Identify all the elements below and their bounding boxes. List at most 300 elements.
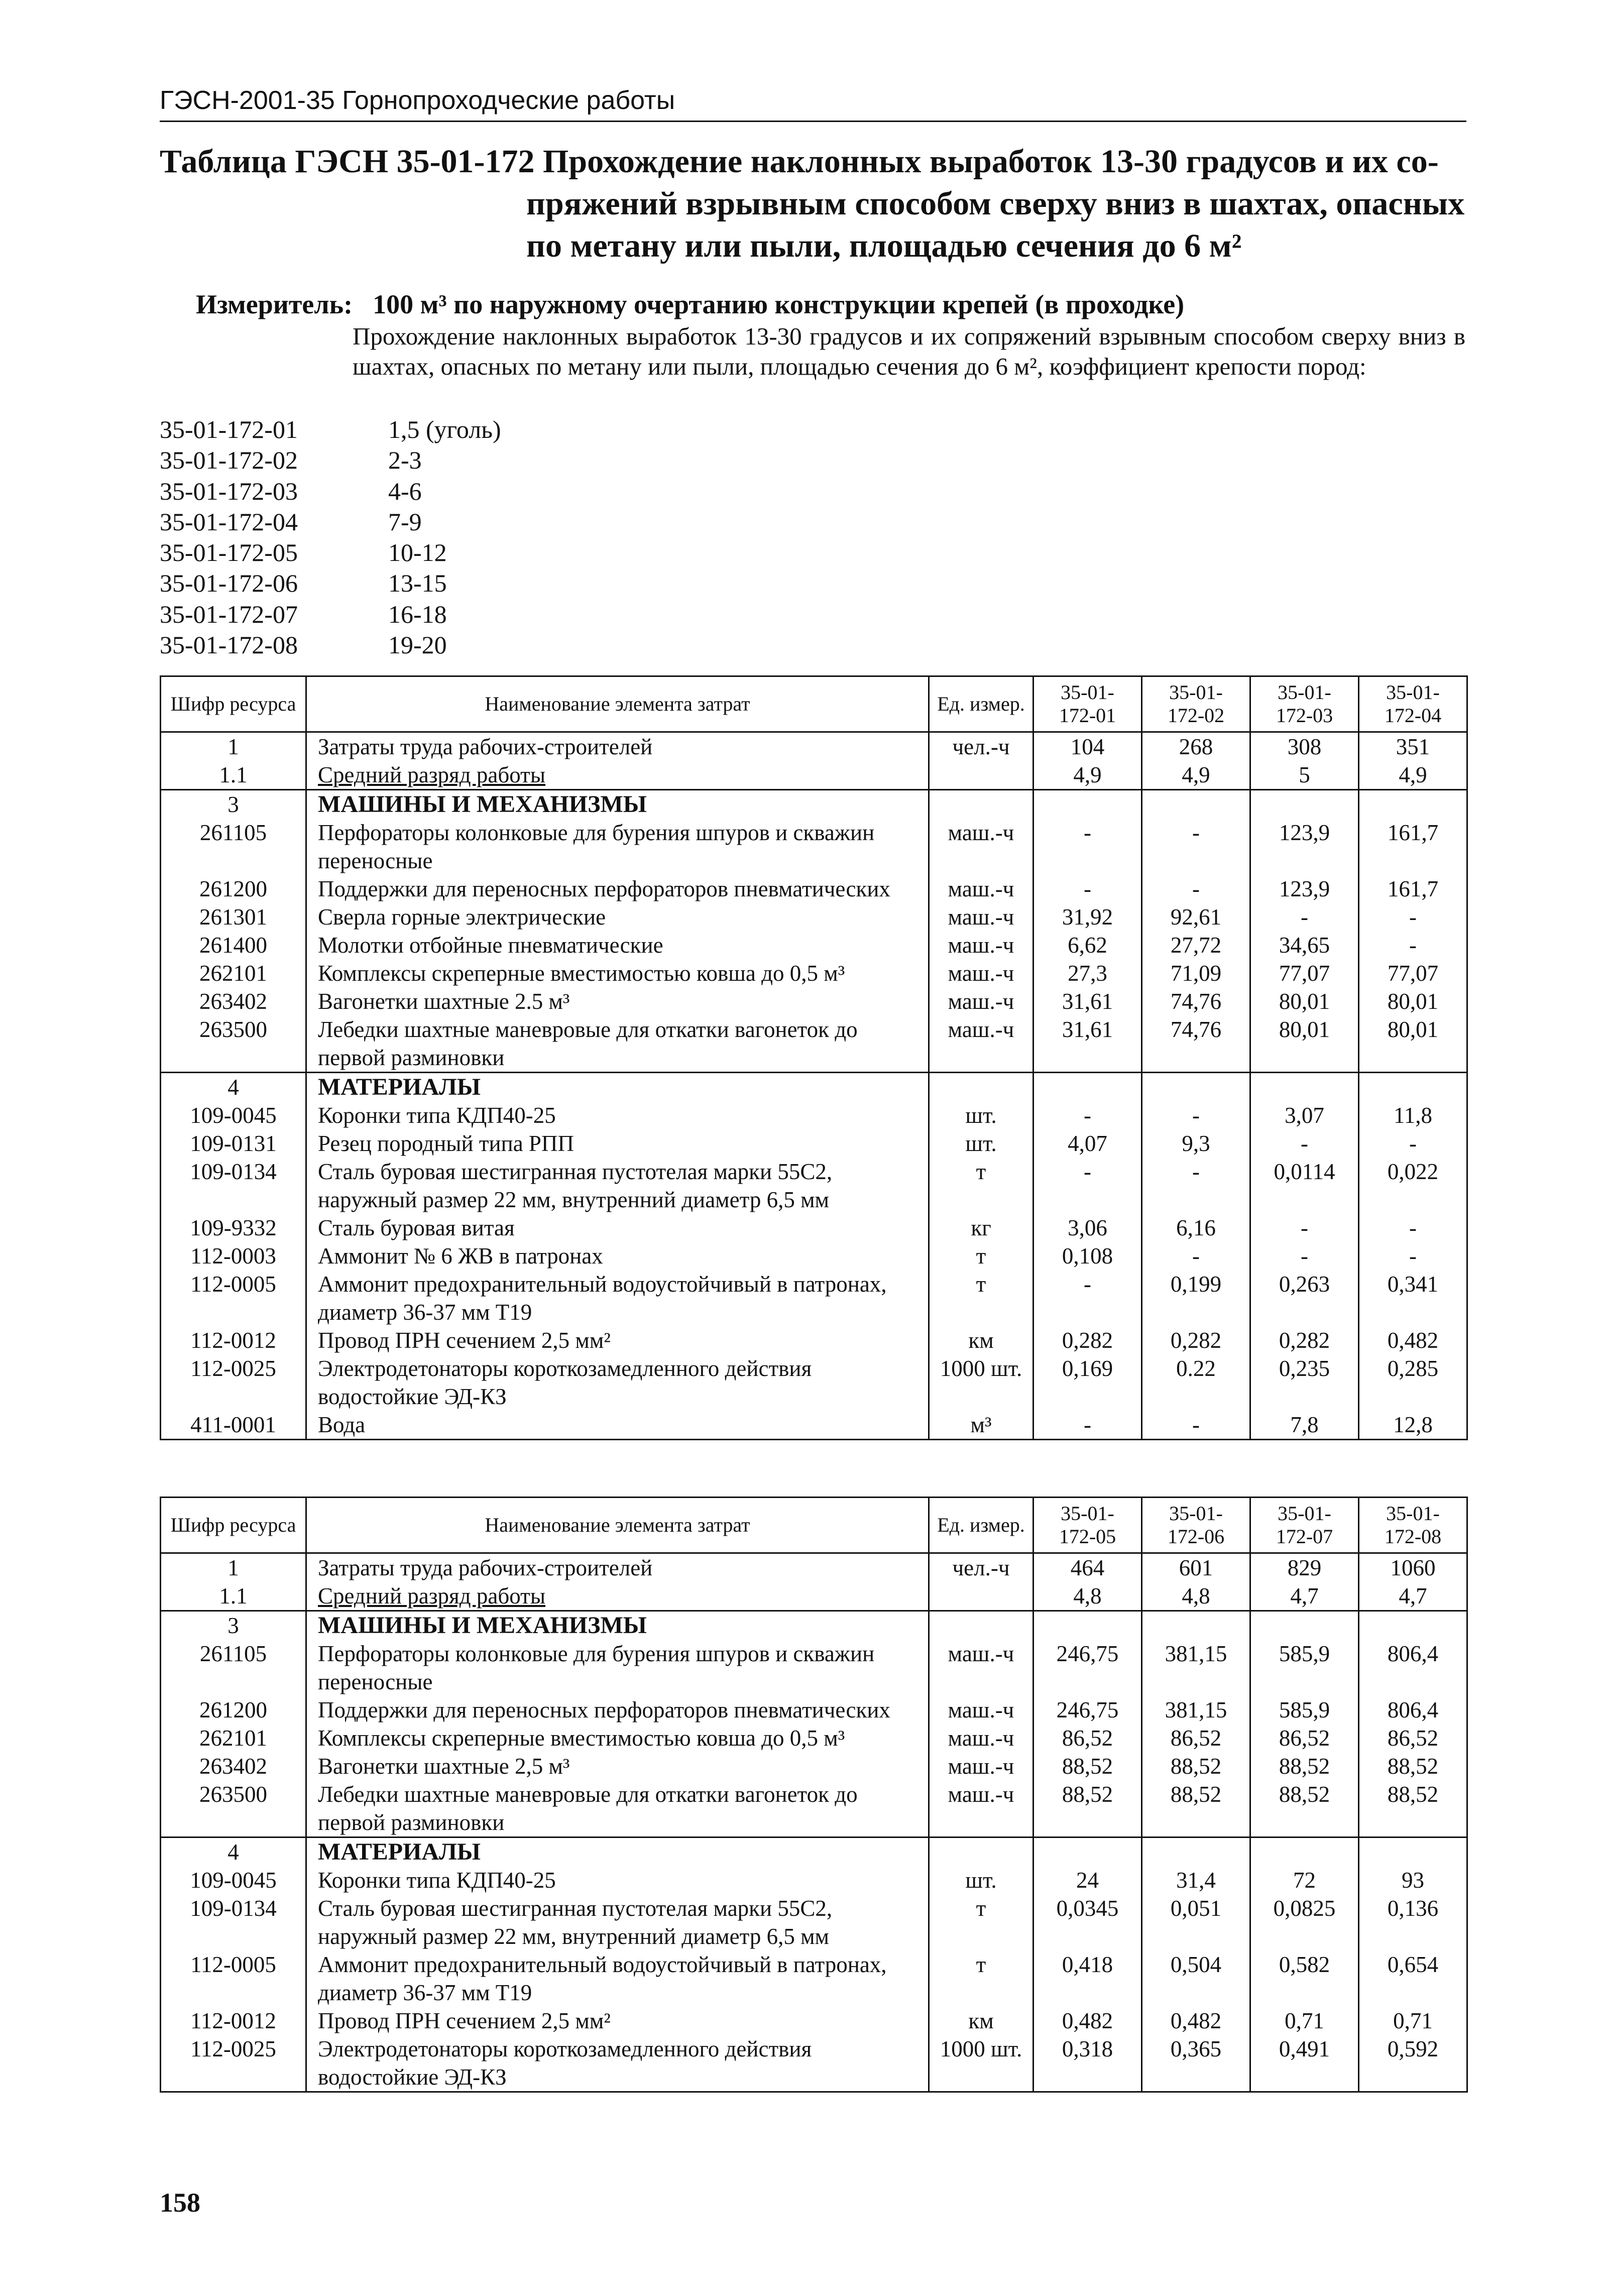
resource-code: 1 bbox=[161, 1553, 306, 1582]
resource-code: 261200 bbox=[161, 1696, 306, 1724]
resource-value: 0,482 bbox=[1359, 1326, 1467, 1354]
resource-value: 3,06 bbox=[1033, 1214, 1142, 1242]
resource-value: 86,52 bbox=[1142, 1724, 1250, 1752]
resource-unit: т bbox=[929, 1158, 1033, 1214]
resource-value: 829 bbox=[1250, 1553, 1359, 1582]
resource-value bbox=[1142, 1073, 1250, 1102]
resource-value: 88,52 bbox=[1250, 1752, 1359, 1780]
resource-name: Электродетонаторы короткозамедленного действия водостойкие ЭД-КЗ bbox=[306, 1354, 929, 1411]
resource-value: 77,07 bbox=[1250, 959, 1359, 987]
resource-value: 381,15 bbox=[1142, 1640, 1250, 1696]
resource-value: 74,76 bbox=[1142, 987, 1250, 1015]
code-list-value: 19-20 bbox=[388, 631, 447, 659]
resource-code: 1.1 bbox=[161, 761, 306, 790]
resource-value: 80,01 bbox=[1250, 987, 1359, 1015]
resource-name: Поддержки для переносных перфораторов пневматических bbox=[306, 875, 929, 903]
resource-value: 77,07 bbox=[1359, 959, 1467, 987]
table-row bbox=[161, 1326, 1467, 1354]
resource-value: 72 bbox=[1250, 1866, 1359, 1894]
resource-value: 0,235 bbox=[1250, 1354, 1359, 1411]
resource-code: 411-0001 bbox=[161, 1411, 306, 1440]
code-list-code: 35-01-172-01 bbox=[160, 415, 298, 443]
resource-value: 88,52 bbox=[1033, 1780, 1142, 1838]
resource-value: 74,76 bbox=[1142, 1015, 1250, 1073]
table-row bbox=[161, 732, 1467, 761]
measurement-label: Измеритель: bbox=[196, 289, 353, 319]
table-row bbox=[161, 1866, 1467, 1894]
resource-value: 0,0114 bbox=[1250, 1158, 1359, 1214]
header-col-1: 35-01- 172-05 bbox=[1033, 1498, 1142, 1553]
resource-name: Поддержки для переносных перфораторов пневматических bbox=[306, 1696, 929, 1724]
resource-value: 80,01 bbox=[1250, 1015, 1359, 1073]
resource-name: Резец породный типа РПП bbox=[306, 1129, 929, 1158]
resource-code: 263500 bbox=[161, 1015, 306, 1073]
header-code: Шифр ресурса bbox=[161, 1498, 306, 1553]
resource-unit bbox=[929, 761, 1033, 790]
resource-value: 88,52 bbox=[1359, 1752, 1467, 1780]
resource-value bbox=[1142, 790, 1250, 819]
resource-unit: маш.-ч bbox=[929, 903, 1033, 931]
resource-value: 0.22 bbox=[1142, 1354, 1250, 1411]
resource-code: 112-0025 bbox=[161, 2035, 306, 2092]
resource-unit: маш.-ч bbox=[929, 1640, 1033, 1696]
resource-value: 86,52 bbox=[1250, 1724, 1359, 1752]
resource-name: Молотки отбойные пневматические bbox=[306, 931, 929, 959]
header-unit: Ед. измер. bbox=[929, 1498, 1033, 1553]
resource-value: 585,9 bbox=[1250, 1696, 1359, 1724]
resource-code: 112-0012 bbox=[161, 2007, 306, 2035]
resource-value: 0,282 bbox=[1250, 1326, 1359, 1354]
resource-value: 27,3 bbox=[1033, 959, 1142, 987]
resource-value: 11,8 bbox=[1359, 1101, 1467, 1129]
resource-value: 0,71 bbox=[1359, 2007, 1467, 2035]
resource-value: 104 bbox=[1033, 732, 1142, 761]
resource-value bbox=[1250, 1838, 1359, 1867]
resource-code: 109-0045 bbox=[161, 1101, 306, 1129]
resource-value: 31,61 bbox=[1033, 1015, 1142, 1073]
resource-code: 1.1 bbox=[161, 1582, 306, 1611]
resource-name: Сталь буровая витая bbox=[306, 1214, 929, 1242]
resource-value: - bbox=[1359, 1242, 1467, 1270]
table-row bbox=[161, 761, 1467, 790]
header-col-2: 35-01- 172-02 bbox=[1142, 676, 1250, 732]
resource-name: Коронки типа КДП40-25 bbox=[306, 1101, 929, 1129]
code-list bbox=[160, 414, 501, 660]
resource-value: 123,9 bbox=[1250, 819, 1359, 875]
resource-value: - bbox=[1250, 1129, 1359, 1158]
resource-value: 88,52 bbox=[1142, 1780, 1250, 1838]
resource-unit: маш.-ч bbox=[929, 1015, 1033, 1073]
resource-value: 5 bbox=[1250, 761, 1359, 790]
resource-value bbox=[1033, 1611, 1142, 1640]
resource-value: 0,482 bbox=[1033, 2007, 1142, 2035]
code-list-code: 35-01-172-04 bbox=[160, 507, 298, 536]
header-col-4: 35-01- 172-04 bbox=[1359, 676, 1467, 732]
resource-value bbox=[1033, 1838, 1142, 1867]
section-row bbox=[161, 1073, 1467, 1102]
resource-code: 263402 bbox=[161, 987, 306, 1015]
code-list-item bbox=[160, 630, 501, 660]
table-row bbox=[161, 1129, 1467, 1158]
table-row bbox=[161, 1950, 1467, 2007]
table-row bbox=[161, 2007, 1467, 2035]
section-row bbox=[161, 1611, 1467, 1640]
resource-value: 6,62 bbox=[1033, 931, 1142, 959]
resource-name: Электродетонаторы короткозамедленного действия водостойкие ЭД-КЗ bbox=[306, 2035, 929, 2092]
code-list-value: 13-15 bbox=[388, 569, 447, 598]
resource-value bbox=[1359, 1073, 1467, 1102]
resource-value: - bbox=[1142, 1242, 1250, 1270]
resource-name: МАШИНЫ И МЕХАНИЗМЫ bbox=[306, 790, 929, 819]
resource-code: 109-0131 bbox=[161, 1129, 306, 1158]
resource-value: 0,282 bbox=[1142, 1326, 1250, 1354]
resource-name: Затраты труда рабочих-строителей bbox=[306, 732, 929, 761]
table-row bbox=[161, 1101, 1467, 1129]
resource-value bbox=[1250, 1611, 1359, 1640]
resource-value bbox=[1359, 1611, 1467, 1640]
running-head: ГЭСН-2001-35 Горнопроходческие работы bbox=[160, 86, 675, 115]
resource-value: - bbox=[1033, 1101, 1142, 1129]
resource-value: - bbox=[1250, 903, 1359, 931]
resource-value: 601 bbox=[1142, 1553, 1250, 1582]
code-list-value: 10-12 bbox=[388, 538, 447, 567]
resource-value: 0,0825 bbox=[1250, 1894, 1359, 1950]
resource-value: 12,8 bbox=[1359, 1411, 1467, 1440]
resource-unit: шт. bbox=[929, 1866, 1033, 1894]
resource-name: Аммонит № 6 ЖВ в патронах bbox=[306, 1242, 929, 1270]
resource-code: 109-0045 bbox=[161, 1866, 306, 1894]
code-list-value: 7-9 bbox=[388, 507, 422, 536]
resource-value: - bbox=[1033, 875, 1142, 903]
table-row bbox=[161, 1553, 1467, 1582]
resource-value: 80,01 bbox=[1359, 987, 1467, 1015]
resource-unit: маш.-ч bbox=[929, 875, 1033, 903]
resource-code: 109-0134 bbox=[161, 1894, 306, 1950]
resource-value: 464 bbox=[1033, 1553, 1142, 1582]
resource-value bbox=[1033, 790, 1142, 819]
code-list-code: 35-01-172-07 bbox=[160, 600, 298, 628]
resource-value: 34,65 bbox=[1250, 931, 1359, 959]
resource-value: 4,9 bbox=[1142, 761, 1250, 790]
table-row bbox=[161, 959, 1467, 987]
table-row bbox=[161, 1696, 1467, 1724]
resource-name: Вода bbox=[306, 1411, 929, 1440]
resource-value: 1060 bbox=[1359, 1553, 1467, 1582]
resource-value: - bbox=[1033, 1270, 1142, 1326]
resource-value: 0,051 bbox=[1142, 1894, 1250, 1950]
resource-value: 246,75 bbox=[1033, 1696, 1142, 1724]
header-code: Шифр ресурса bbox=[161, 676, 306, 732]
resource-value: - bbox=[1359, 931, 1467, 959]
resource-value: 0,491 bbox=[1250, 2035, 1359, 2092]
table-row bbox=[161, 819, 1467, 875]
resource-unit: чел.-ч bbox=[929, 1553, 1033, 1582]
code-list-code: 35-01-172-08 bbox=[160, 631, 298, 659]
resource-value: 161,7 bbox=[1359, 819, 1467, 875]
code-list-item bbox=[160, 476, 501, 507]
resource-value: - bbox=[1033, 819, 1142, 875]
resource-value: 0,282 bbox=[1033, 1326, 1142, 1354]
resource-unit: шт. bbox=[929, 1129, 1033, 1158]
resource-unit: кг bbox=[929, 1214, 1033, 1242]
resource-name: Средний разряд работы bbox=[306, 761, 929, 790]
resource-value: 4,8 bbox=[1033, 1582, 1142, 1611]
resource-value: 88,52 bbox=[1033, 1752, 1142, 1780]
code-list-item bbox=[160, 599, 501, 630]
resource-value: 86,52 bbox=[1033, 1724, 1142, 1752]
code-list-value: 1,5 (уголь) bbox=[388, 415, 501, 443]
resource-unit: км bbox=[929, 2007, 1033, 2035]
resource-value: 246,75 bbox=[1033, 1640, 1142, 1696]
resource-value: - bbox=[1033, 1411, 1142, 1440]
table-row bbox=[161, 2035, 1467, 2092]
resource-value: 24 bbox=[1033, 1866, 1142, 1894]
resource-value: 0,136 bbox=[1359, 1894, 1467, 1950]
resource-value: 4,7 bbox=[1359, 1582, 1467, 1611]
table-row bbox=[161, 1411, 1467, 1440]
measurement-unit bbox=[196, 289, 1184, 320]
header-col-3: 35-01- 172-07 bbox=[1250, 1498, 1359, 1553]
resource-name: Аммонит предохранительный водоустойчивый в патронах, диаметр 36-37 мм Т19 bbox=[306, 1950, 929, 2007]
code-list-code: 35-01-172-03 bbox=[160, 477, 298, 505]
resource-value: 381,15 bbox=[1142, 1696, 1250, 1724]
resource-value: 0,169 bbox=[1033, 1354, 1142, 1411]
resource-value: 0,418 bbox=[1033, 1950, 1142, 2007]
table-row bbox=[161, 1724, 1467, 1752]
resource-value bbox=[1033, 1073, 1142, 1102]
resource-value: 0,504 bbox=[1142, 1950, 1250, 2007]
resource-unit: км bbox=[929, 1326, 1033, 1354]
resource-value: 0,365 bbox=[1142, 2035, 1250, 2092]
resource-value: 0,199 bbox=[1142, 1270, 1250, 1326]
resource-unit: шт. bbox=[929, 1101, 1033, 1129]
resource-value: - bbox=[1142, 1158, 1250, 1214]
code-list-code: 35-01-172-06 bbox=[160, 569, 298, 598]
resource-value: 9,3 bbox=[1142, 1129, 1250, 1158]
resource-unit: маш.-ч bbox=[929, 931, 1033, 959]
table-row bbox=[161, 1354, 1467, 1411]
resource-value: 0,0345 bbox=[1033, 1894, 1142, 1950]
measurement-value: 100 м³ по наружному очертанию конструкции крепей (в проходке) bbox=[373, 289, 1185, 319]
header-col-1: 35-01- 172-01 bbox=[1033, 676, 1142, 732]
resource-name: Лебедки шахтные маневровые для откатки вагонеток до первой разминовки bbox=[306, 1015, 929, 1073]
title-line-2: пряжений взрывным способом сверху вниз в шахтах, опасных bbox=[526, 185, 1465, 222]
resource-unit: т bbox=[929, 1950, 1033, 2007]
table-row bbox=[161, 931, 1467, 959]
title-line-3: по метану или пыли, площадью сечения до 6 м² bbox=[526, 227, 1242, 264]
resource-value: 7,8 bbox=[1250, 1411, 1359, 1440]
resource-code: 4 bbox=[161, 1073, 306, 1102]
resource-value: 4,8 bbox=[1142, 1582, 1250, 1611]
resource-value: 27,72 bbox=[1142, 931, 1250, 959]
table-row bbox=[161, 1015, 1467, 1073]
table-row bbox=[161, 1214, 1467, 1242]
resource-unit: 1000 шт. bbox=[929, 2035, 1033, 2092]
resource-unit bbox=[929, 1838, 1033, 1867]
resource-code: 262101 bbox=[161, 959, 306, 987]
code-list-item bbox=[160, 445, 501, 476]
resource-value: 585,9 bbox=[1250, 1640, 1359, 1696]
resource-name: Комплексы скреперные вместимостью ковша до 0,5 м³ bbox=[306, 1724, 929, 1752]
resource-value: 806,4 bbox=[1359, 1696, 1467, 1724]
resource-name: Аммонит предохранительный водоустойчивый в патронах, диаметр 36-37 мм Т19 bbox=[306, 1270, 929, 1326]
table-row bbox=[161, 1894, 1467, 1950]
resource-code: 109-9332 bbox=[161, 1214, 306, 1242]
header-col-4: 35-01- 172-08 bbox=[1359, 1498, 1467, 1553]
resource-value: 161,7 bbox=[1359, 875, 1467, 903]
resource-value: 31,4 bbox=[1142, 1866, 1250, 1894]
resource-code: 1 bbox=[161, 732, 306, 761]
resource-code: 261200 bbox=[161, 875, 306, 903]
table-row bbox=[161, 903, 1467, 931]
resource-table-2 bbox=[160, 1497, 1468, 2093]
resource-code: 112-0003 bbox=[161, 1242, 306, 1270]
code-list-item bbox=[160, 537, 501, 568]
table-row bbox=[161, 1752, 1467, 1780]
resource-code: 112-0012 bbox=[161, 1326, 306, 1354]
resource-value: - bbox=[1142, 819, 1250, 875]
resource-value: 0,654 bbox=[1359, 1950, 1467, 2007]
resource-unit: т bbox=[929, 1894, 1033, 1950]
resource-code: 262101 bbox=[161, 1724, 306, 1752]
resource-unit: 1000 шт. bbox=[929, 1354, 1033, 1411]
resource-name: Сталь буровая шестигранная пустотелая марки 55С2, наружный размер 22 мм, внутренний диаметр 6,5 мм bbox=[306, 1894, 929, 1950]
header-name: Наименование элемента затрат bbox=[306, 676, 929, 732]
resource-unit: маш.-ч bbox=[929, 1724, 1033, 1752]
header-col-2: 35-01- 172-06 bbox=[1142, 1498, 1250, 1553]
resource-unit: чел.-ч bbox=[929, 732, 1033, 761]
table-row bbox=[161, 1780, 1467, 1838]
resource-value bbox=[1142, 1838, 1250, 1867]
resource-code: 3 bbox=[161, 790, 306, 819]
resource-value bbox=[1142, 1611, 1250, 1640]
resource-value: - bbox=[1033, 1158, 1142, 1214]
resource-name: Вагонетки шахтные 2.5 м³ bbox=[306, 987, 929, 1015]
resource-code: 112-0005 bbox=[161, 1950, 306, 2007]
title-line-1: Таблица ГЭСН 35-01-172 Прохождение наклонных выработок 13-30 градусов и их со- bbox=[160, 143, 1439, 180]
resource-value: 92,61 bbox=[1142, 903, 1250, 931]
code-list-item bbox=[160, 568, 501, 599]
resource-name: МАТЕРИАЛЫ bbox=[306, 1073, 929, 1102]
resource-value: - bbox=[1359, 903, 1467, 931]
resource-value: 0,263 bbox=[1250, 1270, 1359, 1326]
resource-value: 88,52 bbox=[1359, 1780, 1467, 1838]
resource-name: Вагонетки шахтные 2,5 м³ bbox=[306, 1752, 929, 1780]
code-list-value: 2-3 bbox=[388, 446, 422, 475]
section-row bbox=[161, 1838, 1467, 1867]
resource-unit: маш.-ч bbox=[929, 987, 1033, 1015]
table-row bbox=[161, 1640, 1467, 1696]
resource-value: - bbox=[1142, 1411, 1250, 1440]
work-description: Прохождение наклонных выработок 13-30 градусов и их сопряжений взрывным способом сверху вниз в шахтах, опасных по метану или пыли, площадью сечения до 6 м², коэффициент крепости пород: bbox=[353, 322, 1465, 380]
code-list-item bbox=[160, 507, 501, 537]
resource-value: 0,318 bbox=[1033, 2035, 1142, 2092]
header-col-3: 35-01- 172-03 bbox=[1250, 676, 1359, 732]
resource-value: - bbox=[1142, 875, 1250, 903]
resource-unit: маш.-ч bbox=[929, 1780, 1033, 1838]
resource-code: 261105 bbox=[161, 819, 306, 875]
code-list-item bbox=[160, 414, 501, 445]
resource-table-1 bbox=[160, 675, 1468, 1440]
header-unit: Ед. измер. bbox=[929, 676, 1033, 732]
resource-value: - bbox=[1250, 1242, 1359, 1270]
resource-unit bbox=[929, 1582, 1033, 1611]
header-name: Наименование элемента затрат bbox=[306, 1498, 929, 1553]
resource-name: Перфораторы колонковые для бурения шпуров и скважин переносные bbox=[306, 819, 929, 875]
resource-code: 263500 bbox=[161, 1780, 306, 1838]
table-row bbox=[161, 987, 1467, 1015]
resource-value bbox=[1359, 790, 1467, 819]
resource-name: Перфораторы колонковые для бурения шпуров и скважин переносные bbox=[306, 1640, 929, 1696]
resource-value: 0,592 bbox=[1359, 2035, 1467, 2092]
resource-unit: т bbox=[929, 1270, 1033, 1326]
resource-value: 88,52 bbox=[1142, 1752, 1250, 1780]
resource-value: 0,482 bbox=[1142, 2007, 1250, 2035]
resource-value bbox=[1250, 1073, 1359, 1102]
table-title bbox=[160, 141, 1475, 267]
resource-value: 6,16 bbox=[1142, 1214, 1250, 1242]
resource-unit: маш.-ч bbox=[929, 959, 1033, 987]
resource-unit bbox=[929, 790, 1033, 819]
code-list-code: 35-01-172-02 bbox=[160, 446, 298, 475]
table-row bbox=[161, 875, 1467, 903]
code-list-code: 35-01-172-05 bbox=[160, 538, 298, 567]
resource-code: 3 bbox=[161, 1611, 306, 1640]
resource-code: 4 bbox=[161, 1838, 306, 1867]
resource-code: 261301 bbox=[161, 903, 306, 931]
resource-name: Провод ПРН сечением 2,5 мм² bbox=[306, 1326, 929, 1354]
resource-value: 31,61 bbox=[1033, 987, 1142, 1015]
resource-value: 268 bbox=[1142, 732, 1250, 761]
resource-value: 80,01 bbox=[1359, 1015, 1467, 1073]
resource-value: 0,582 bbox=[1250, 1950, 1359, 2007]
resource-value: 4,9 bbox=[1359, 761, 1467, 790]
resource-code: 261105 bbox=[161, 1640, 306, 1696]
resource-value: 4,7 bbox=[1250, 1582, 1359, 1611]
resource-name: Лебедки шахтные маневровые для откатки вагонеток до первой разминовки bbox=[306, 1780, 929, 1838]
resource-value bbox=[1250, 790, 1359, 819]
table-row bbox=[161, 1242, 1467, 1270]
resource-name: Провод ПРН сечением 2,5 мм² bbox=[306, 2007, 929, 2035]
resource-code: 109-0134 bbox=[161, 1158, 306, 1214]
resource-value: 3,07 bbox=[1250, 1101, 1359, 1129]
resource-value: 0,71 bbox=[1250, 2007, 1359, 2035]
resource-name: Сталь буровая шестигранная пустотелая марки 55С2, наружный размер 22 мм, внутренний диаметр 6,5 мм bbox=[306, 1158, 929, 1214]
resource-unit bbox=[929, 1611, 1033, 1640]
resource-value: 0,285 bbox=[1359, 1354, 1467, 1411]
resource-value: - bbox=[1359, 1214, 1467, 1242]
table-row bbox=[161, 1158, 1467, 1214]
resource-value: - bbox=[1359, 1129, 1467, 1158]
section-row bbox=[161, 790, 1467, 819]
table-row bbox=[161, 1582, 1467, 1611]
resource-value: 4,07 bbox=[1033, 1129, 1142, 1158]
resource-value: 31,92 bbox=[1033, 903, 1142, 931]
resource-value: 93 bbox=[1359, 1866, 1467, 1894]
resource-name: Комплексы скреперные вместимостью ковша до 0,5 м³ bbox=[306, 959, 929, 987]
resource-value: - bbox=[1142, 1101, 1250, 1129]
resource-unit: маш.-ч bbox=[929, 1696, 1033, 1724]
resource-value: 308 bbox=[1250, 732, 1359, 761]
resource-value: 86,52 bbox=[1359, 1724, 1467, 1752]
resource-code: 261400 bbox=[161, 931, 306, 959]
resource-code: 263402 bbox=[161, 1752, 306, 1780]
page-number: 158 bbox=[160, 2188, 200, 2218]
resource-unit: маш.-ч bbox=[929, 1752, 1033, 1780]
resource-value: 4,9 bbox=[1033, 761, 1142, 790]
resource-code: 112-0005 bbox=[161, 1270, 306, 1326]
resource-value: 806,4 bbox=[1359, 1640, 1467, 1696]
